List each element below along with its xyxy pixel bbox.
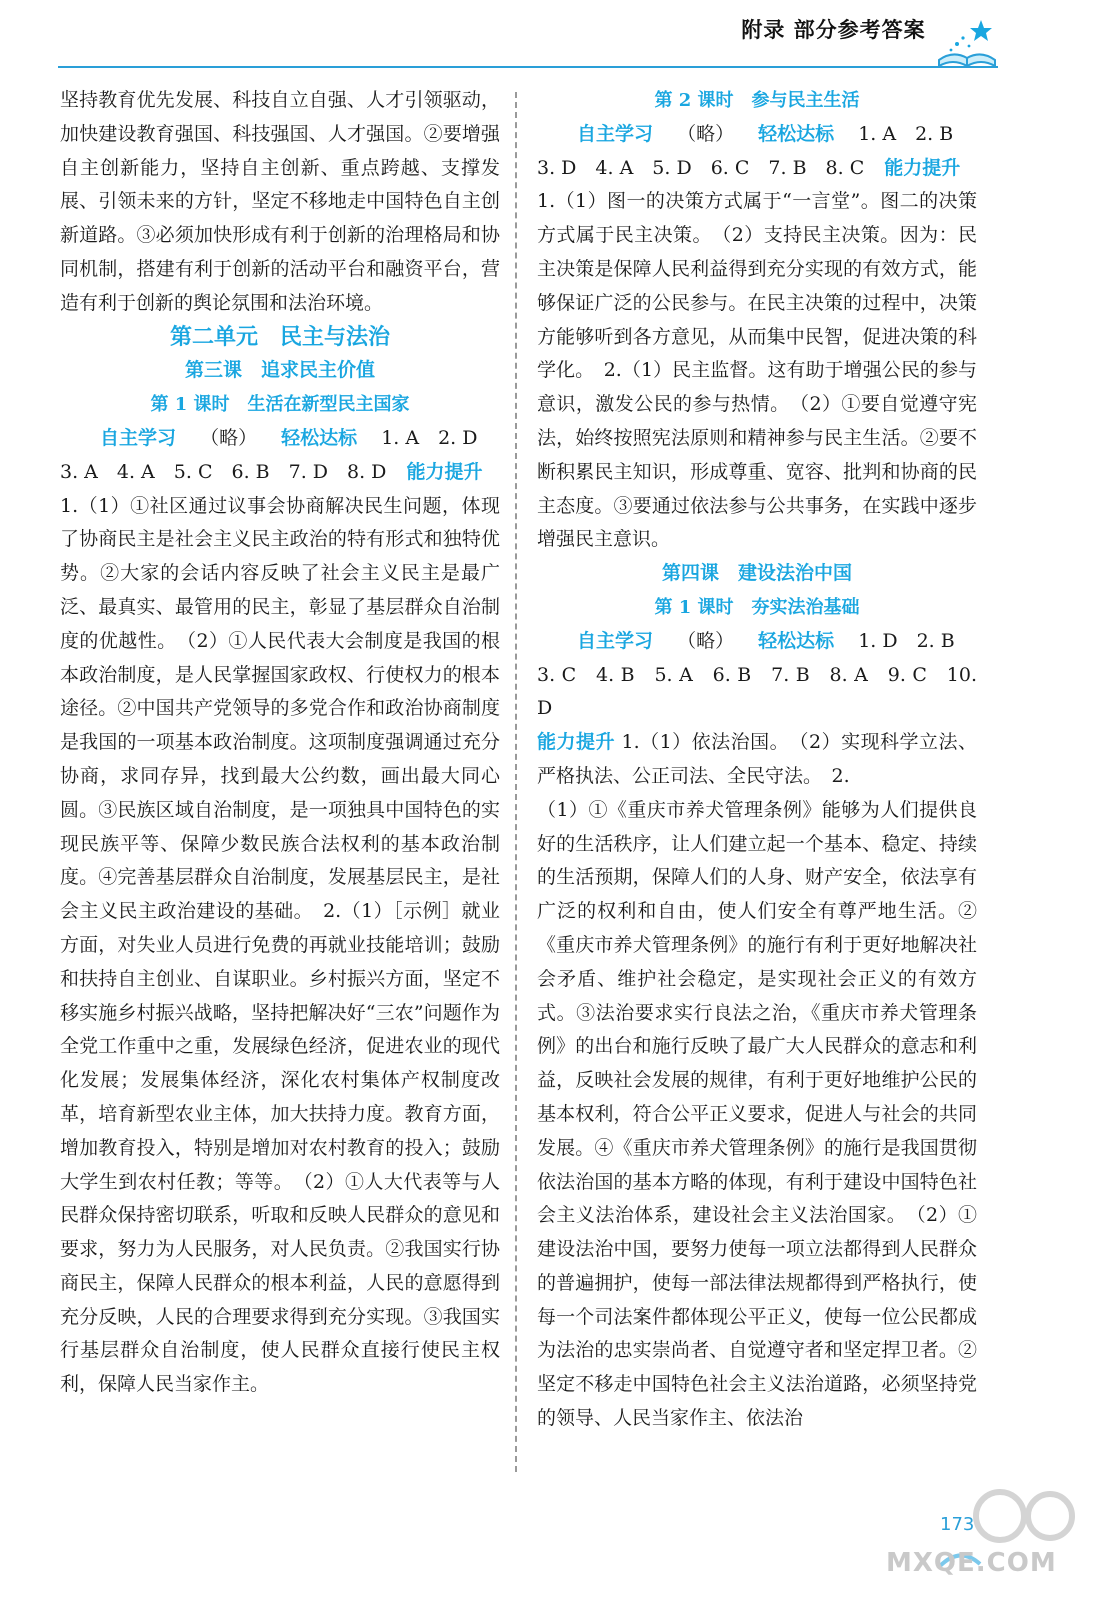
page-number: 173	[940, 1514, 975, 1535]
left-column	[60, 84, 500, 1402]
self-study-label: 自主学习	[577, 629, 654, 652]
paragraph	[537, 726, 977, 794]
period-title: 第 1 课时 生活在新型民主国家	[150, 394, 410, 416]
self-study-label: 自主学习	[577, 122, 654, 145]
easy-answers: 3. C 4. B 5. A 6. B 7. B 8. A 9. C 10. D	[537, 663, 977, 720]
lesson-title: 第四课 建设法治中国	[661, 562, 852, 585]
easy-answers: 3. A 4. A 5. C 6. B 7. D 8. D	[60, 460, 387, 483]
book-star-logo-icon	[935, 16, 999, 70]
watermark-text: MXQE.COM	[886, 1548, 1057, 1578]
ability-label: 能力提升	[884, 156, 961, 179]
column-divider	[515, 92, 517, 1472]
answers-block	[537, 625, 977, 726]
ability-label: 能力提升	[406, 460, 483, 483]
period-title: 第 1 课时 夯实法治基础	[654, 596, 860, 618]
easy-answers: 1. A 2. D	[381, 426, 478, 449]
answers-block	[537, 118, 977, 186]
self-study-label: 自主学习	[100, 426, 177, 449]
header-rule	[58, 66, 998, 68]
period-title: 第 2 课时 参与民主生活	[654, 90, 860, 111]
easy-label: 轻松达标	[758, 122, 835, 145]
lesson-title: 第三课 追求民主价值	[184, 359, 375, 382]
easy-answers: 1. D 2. B	[858, 629, 955, 652]
easy-label: 轻松达标	[281, 426, 358, 449]
paragraph: 坚持教育优先发展、科技自立自强、人才引领驱动，加快建设教育强国、科技强国、人才强国。②要增强自主创新能力，坚持自主创新、重点跨越、支撑发展、引领未来的方针，坚定不移地走中国特色自主创新道路。③必须加快形成有利于创新的治理格局和协同机制，搭建有利于创新的活动平台和融资平台，营造有利于创新的舆论氛围和法治环境。	[60, 89, 500, 314]
self-study-note: （略）	[677, 122, 735, 145]
paragraph: （1）①《重庆市养犬管理条例》能够为人们提供良好的生活秩序，让人们建立起一个基本、稳定、持续的生活预期，保障人们的人身、财产安全，依法享有广泛的权利和自由，使人们安全有尊严地生活。②《重庆市养犬管理条例》的施行有利于更好地解决社会矛盾、维护社会稳定，是实现社会正义的有效方式。③法治要求实行良法之治，《重庆市养犬管理条例》的出台和施行反映了最广大人民群众的意志和利益，反映社会发展的规律，有利于更好地维护公民的基本权利，符合公平正义要求，促进人与社会的共同发展。④《重庆市养犬管理条例》的施行是我国贯彻依法治国的基本方略的体现，有利于建设中国特色社会主义法治体系，建设社会主义法治国家。 （2）①建设法治中国，要努力使每一项立法都得到人民群众的普遍拥护，使每一部法律法规都得到严格执行，使每一个司法案件都体现公平正义，使每一位公民都成为法治的忠实崇尚者、自觉遵守者和坚定捍卫者。②坚定不移走中国特色社会主义法治道路，必须坚持党的领导、人民当家作主、依法治	[537, 798, 977, 1430]
paragraph: 1.（1）图一的决策方式属于“一言堂”。图二的决策方式属于民主决策。 （2）支持民主决策。因为：民主决策是保障人民利益得到充分实现的有效方式，能够保证广泛的公民参与。在民主决策的过程中，决策方能够听到各方意见，从而集中民智，促进决策的科学化。 2.（1）民主监督。这有助于增强公民的参与意识，激发公民的参与热情。 （2）①要自觉遵守宪法，始终按照宪法原则和精神参与民主生活。②要不断积累民主知识，形成尊重、宽容、批判和协商的民主态度。③要通过依法参与公共事务，在实践中逐步增强民主意识。	[537, 190, 977, 551]
answers-block	[60, 422, 500, 490]
unit-title: 第二单元 民主与法治	[169, 323, 390, 350]
right-column	[537, 84, 977, 1436]
paragraph: 1.（1）①社区通过议事会协商解决民生问题，体现了协商民主是社会主义民主政治的特有形式和独特优势。②大家的会话内容反映了社会主义民主是最广泛、最真实、最管用的民主，彰显了基层群众自治制度的优越性。 （2）①人民代表大会制度是我国的根本政治制度，是人民掌握国家政权、行使权力的根本途径。②中国共产党领导的多党合作和政治协商制度是我国的一项基本政治制度。这项制度强调通过充分协商，求同存异，找到最大公约数，画出最大同心圆。③民族区域自治制度，是一项独具中国特色的实现民族平等、保障少数民族合法权利的基本政治制度。④完善基层群众自治制度，发展基层民主，是社会主义民主政治建设的基础。 2.（1）［示例］就业方面，对失业人员进行免费的再就业技能培训；鼓励和扶持自主创业、自谋职业。乡村振兴方面，坚定不移实施乡村振兴战略，坚持把解决好“三农”问题作为全党工作重中之重，发展绿色经济，促进农业的现代化发展；发展集体经济，深化农村集体产权制度改革，培育新型农业主体，加大扶持力度。教育方面，增加教育投入，特别是增加对农村教育的投入；鼓励大学生到农村任教；等等。 （2）①人大代表等与人民群众保持密切联系，听取和反映人民群众的意见和要求，努力为人民服务，对人民负责。②我国实行协商民主，保障人民群众的根本利益，人民的意愿得到充分反映，人民的合理要求得到充分实现。③我国实行基层群众自治制度，使人民群众直接行使民主权利，保障人民当家作主。	[60, 494, 500, 1396]
paragraph-text: 1.（1）依法治国。 （2）实现科学立法、严格执法、公正司法、全民守法。 2.	[537, 731, 977, 787]
easy-answers: 1. A 2. B	[858, 122, 954, 145]
easy-label: 轻松达标	[758, 629, 835, 652]
header-title: 附录 部分参考答案	[741, 18, 926, 42]
easy-answers: 3. D 4. A 5. D 6. C 7. B 8. C	[537, 156, 865, 179]
self-study-note: （略）	[200, 426, 258, 449]
ability-label: 能力提升	[537, 731, 615, 754]
self-study-note: （略）	[677, 629, 735, 652]
